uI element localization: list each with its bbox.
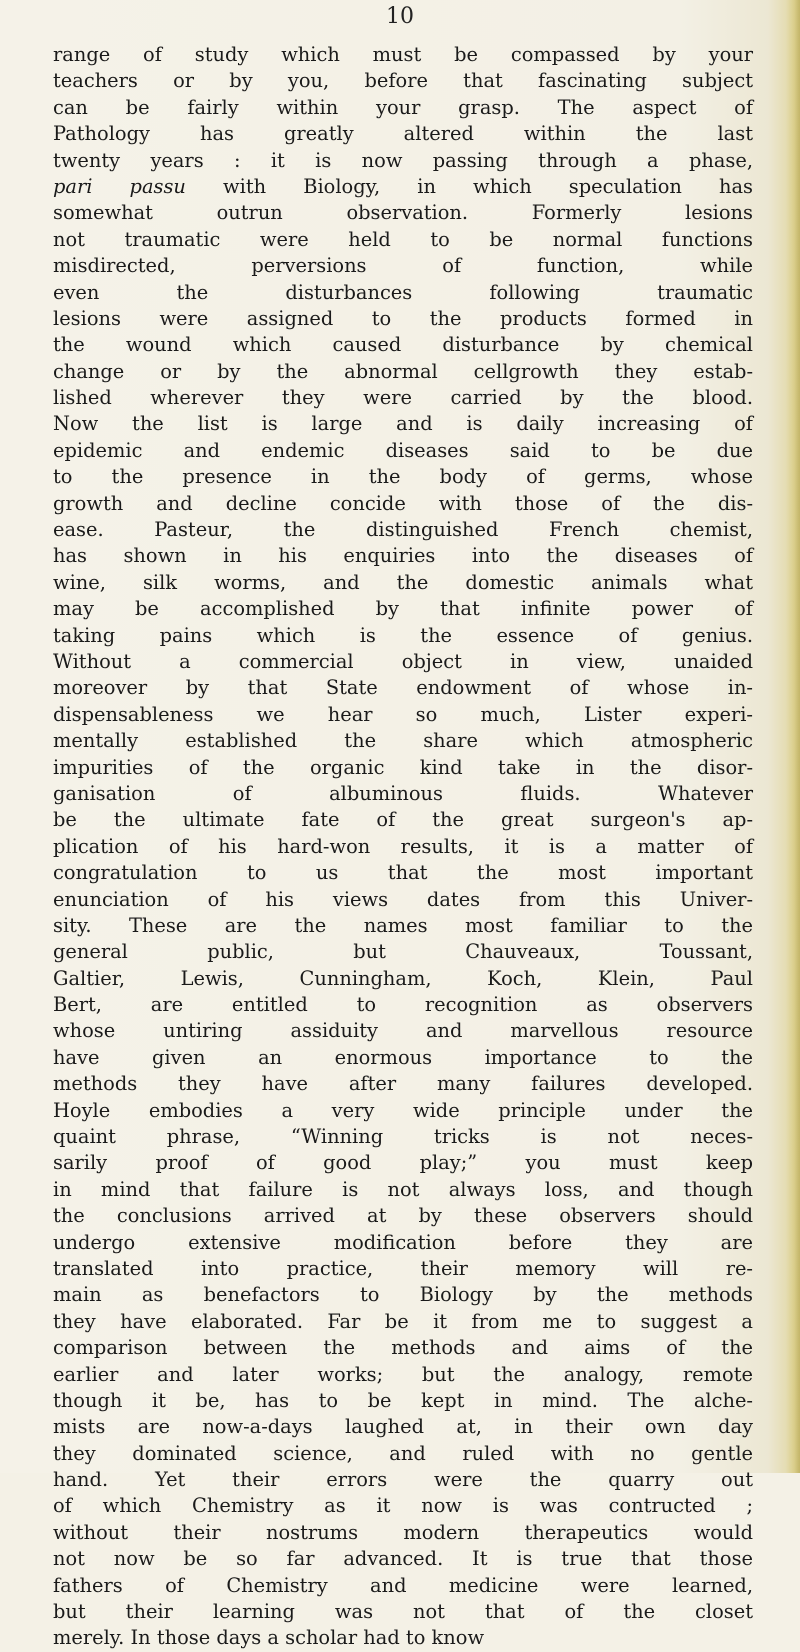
text-line: dispensableness we hear so much, Lister experi-	[53, 702, 753, 726]
text-line: comparison between the methods and aims of the	[53, 1336, 753, 1360]
text-line: Galtier, Lewis, Cunningham, Koch, Klein, Paul	[53, 966, 753, 990]
text-line: sarily proof of good play;” you must keep	[53, 1151, 753, 1175]
text-line: mentally established the share which atmospheric	[53, 729, 753, 753]
text-line: lesions were assigned to the products formed in	[53, 306, 753, 330]
text-line: Bert, are entitled to recognition as observers	[53, 993, 753, 1017]
text-line: range of study which must be compassed by your	[53, 43, 753, 66]
text-line: to the presence in the body of germs, whose	[53, 465, 753, 489]
text-line: plication of his hard-won results, it is a matter of	[53, 834, 753, 858]
text-line: hand. Yet their errors were the quarry out	[53, 1468, 753, 1492]
text-line: pari passu with Biology, in which speculation has	[53, 174, 753, 198]
text-line: the wound which caused disturbance by chemical	[53, 333, 753, 357]
text-line: can be fairly within your grasp. The aspect of	[53, 95, 753, 119]
text-line: moreover by that State endowment of whose in-	[53, 676, 753, 700]
page-edge-shadow	[786, 0, 800, 1473]
text-line: but their learning was not that of the closet	[53, 1600, 753, 1624]
text-line: may be accomplished by that infinite power of	[53, 597, 753, 621]
text-line: growth and decline concide with those of the dis-	[53, 491, 753, 515]
text-line: not traumatic were held to be normal functions	[53, 227, 753, 251]
text-line: they have elaborated. Far be it from me to suggest a	[53, 1309, 753, 1333]
text-line: in mind that failure is not always loss, and though	[53, 1177, 753, 1201]
text-line: Hoyle embodies a very wide principle under the	[53, 1098, 753, 1122]
text-line: have given an enormous importance to the	[53, 1045, 753, 1069]
body-text	[53, 42, 753, 1652]
text-line: quaint phrase, “Winning tricks is not neces-	[53, 1125, 753, 1149]
text-line: even the disturbances following traumatic	[53, 280, 753, 304]
text-line: ganisation of albuminous fluids. Whatever	[53, 781, 753, 805]
text-line: twenty years : it is now passing through a phase,	[53, 148, 753, 172]
text-line: ease. Pasteur, the distinguished French chemist,	[53, 518, 753, 542]
text-line: enunciation of his views dates from this Univer-	[53, 887, 753, 911]
text-line: Pathology has greatly altered within the last	[53, 122, 753, 146]
text-line: teachers or by you, before that fascinating subject	[53, 69, 753, 93]
text-line: be the ultimate fate of the great surgeon's ap-	[53, 808, 753, 832]
text-line: change or by the abnormal cellgrowth they estab-	[53, 359, 753, 383]
text-line: they dominated science, and ruled with no gentle	[53, 1441, 753, 1465]
text-line: somewhat outrun observation. Formerly lesions	[53, 201, 753, 225]
text-line: of which Chemistry as it now is was contructed ;	[53, 1494, 753, 1518]
text-line: Now the list is large and is daily increasing of	[53, 412, 753, 436]
page-number: 10	[386, 4, 414, 29]
latin-phrase: pari passu	[53, 174, 186, 198]
text-line: translated into practice, their memory will re-	[53, 1256, 753, 1280]
text-line: without their nostrums modern therapeutics would	[53, 1520, 753, 1544]
text-line: mists are now-a-days laughed at, in their own day	[53, 1415, 753, 1439]
text-line: misdirected, perversions of function, while	[53, 254, 753, 278]
text-line: epidemic and endemic diseases said to be due	[53, 438, 753, 462]
text-line: congratulation to us that the most important	[53, 861, 753, 885]
text-line: undergo extensive modification before they are	[53, 1230, 753, 1254]
text-line: taking pains which is the essence of genius.	[53, 623, 753, 647]
text-line: lished wherever they were carried by the blood.	[53, 386, 753, 410]
text-line: Without a commercial object in view, unaided	[53, 649, 753, 673]
text-line: merely. In those days a scholar had to know	[53, 1626, 485, 1650]
text-line: sity. These are the names most familiar to the	[53, 913, 753, 937]
text-line: has shown in his enquiries into the diseases of	[53, 544, 753, 568]
text-line: wine, silk worms, and the domestic animals what	[53, 570, 753, 594]
text-line: not now be so far advanced. It is true that those	[53, 1547, 753, 1571]
text-line: main as benefactors to Biology by the methods	[53, 1283, 753, 1307]
text-line: whose untiring assiduity and marvellous resource	[53, 1019, 753, 1043]
text-line: methods they have after many failures developed.	[53, 1072, 753, 1096]
text-line: earlier and later works; but the analogy, remote	[53, 1362, 753, 1386]
text-line: general public, but Chauveaux, Toussant,	[53, 940, 753, 964]
text-line: fathers of Chemistry and medicine were learned,	[53, 1573, 753, 1597]
text-line: impurities of the organic kind take in the disor-	[53, 755, 753, 779]
text-line: though it be, has to be kept in mind. The alche-	[53, 1388, 753, 1412]
text-line: the conclusions arrived at by these observers should	[53, 1204, 753, 1228]
